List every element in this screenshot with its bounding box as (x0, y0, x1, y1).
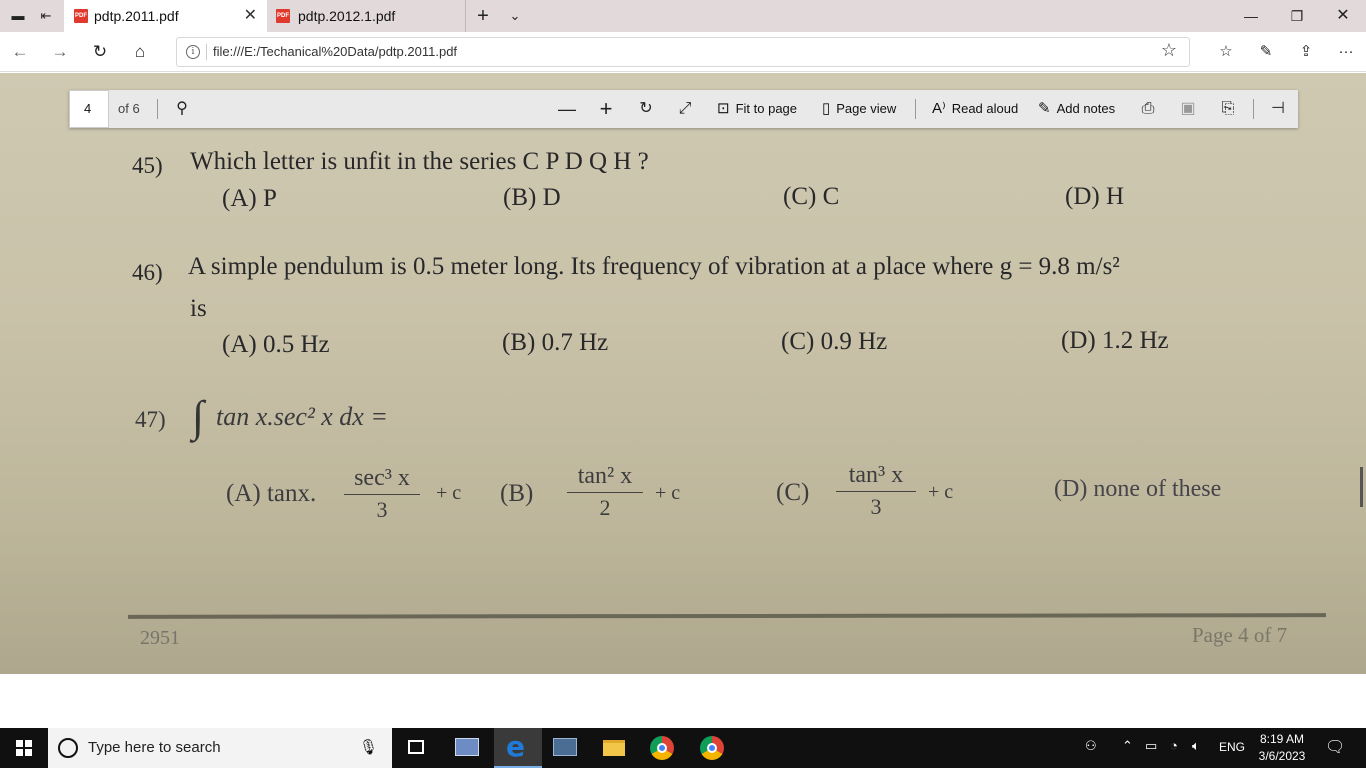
microphone-icon[interactable]: 🎙︎ (358, 739, 378, 756)
pin-toolbar-icon[interactable]: ⊣ (1271, 100, 1285, 117)
constant-term: + c (436, 482, 462, 504)
tab-pdtp-2012[interactable] (268, 0, 466, 32)
task-view-icon[interactable] (392, 728, 440, 768)
page-number-input[interactable]: 4 (69, 90, 109, 128)
numerator: tan³ x (848, 462, 904, 488)
option-d: (D) 1.2 Hz (1061, 327, 1169, 354)
people-icon[interactable]: ⚇ (1085, 738, 1097, 753)
restore-button[interactable]: ❐ (1290, 8, 1304, 24)
close-tab-icon[interactable]: ✕ (243, 7, 257, 24)
page-view-label: Page view (836, 101, 897, 116)
edge-app-icon[interactable]: e (494, 728, 542, 768)
divider (157, 99, 158, 119)
windows-logo-icon (25, 740, 32, 747)
option-a: (A) tanx. (226, 480, 317, 507)
zoom-out-icon[interactable]: — (558, 99, 576, 119)
volume-icon[interactable]: 🔈︎ (1192, 738, 1200, 753)
page-view-icon: ▯ (822, 100, 831, 117)
fit-to-page-button[interactable] (717, 90, 797, 128)
option-b: (B) (500, 480, 534, 507)
close-window-button[interactable]: ✕ (1336, 7, 1350, 24)
option-a: (A) P (222, 185, 277, 212)
chevron-down-icon[interactable]: ⌄ (509, 8, 521, 23)
language-indicator[interactable]: ENG (1219, 740, 1246, 754)
denominator: 3 (870, 494, 882, 519)
photos-app-icon[interactable] (541, 728, 589, 768)
clock[interactable] (1252, 731, 1312, 765)
add-notes-label: Add notes (1056, 101, 1116, 116)
chrome-icon[interactable] (638, 728, 686, 768)
info-icon[interactable]: i (186, 45, 200, 59)
option-a: (A) 0.5 Hz (222, 331, 330, 358)
read-aloud-icon: A⁾ (932, 100, 946, 117)
option-c: (C) 0.9 Hz (781, 328, 888, 355)
chrome-profile-icon[interactable] (688, 728, 736, 768)
battery-icon[interactable]: ▭ (1145, 738, 1158, 753)
print-icon[interactable]: ⎙ (1141, 100, 1155, 117)
url-text[interactable]: file:///E:/Techanical%20Data/pdtp.2011.pdf (213, 44, 458, 59)
taskbar (0, 728, 1366, 768)
tab-actions-icon[interactable]: ▬ (11, 8, 25, 23)
option-c: (C) (776, 479, 810, 506)
web-note-icon[interactable]: ✎ (1259, 43, 1273, 60)
tab-title: pdtp.2012.1.pdf (298, 8, 396, 24)
page-code: 2951 (140, 627, 180, 649)
option-c: (C) C (783, 183, 840, 210)
option-b: (B) D (503, 184, 561, 211)
zoom-in-icon[interactable]: + (599, 96, 613, 121)
numerator: sec³ x (354, 465, 410, 491)
fraction-bar (344, 494, 420, 495)
more-menu-icon[interactable]: ··· (1338, 43, 1354, 60)
wifi-icon[interactable]: ◔ (1170, 738, 1178, 753)
add-notes-button[interactable] (1038, 90, 1115, 128)
divider (915, 99, 916, 119)
fraction-bar (567, 492, 643, 493)
search-placeholder[interactable]: Type here to search (88, 739, 221, 756)
pdf-toolbar (69, 90, 1298, 128)
windows-logo-icon (25, 749, 32, 756)
refresh-icon[interactable]: ↻ (92, 42, 108, 61)
pdf-document-view[interactable] (0, 73, 1366, 674)
favorites-icon[interactable]: ☆ (1219, 43, 1233, 60)
rotate-icon[interactable]: ↻ (639, 100, 653, 117)
store-app-icon[interactable] (443, 728, 491, 768)
save-icon[interactable]: ▣ (1180, 100, 1196, 117)
cortana-icon (58, 738, 78, 758)
url-field[interactable] (176, 37, 1190, 67)
tab-title: pdtp.2011.pdf (94, 8, 179, 24)
question-text: Which letter is unfit in the series C P D Q H ? (190, 148, 649, 175)
read-aloud-label: Read aloud (951, 101, 1019, 116)
clock-date: 3/6/2023 (1258, 749, 1306, 763)
fraction-bar (836, 491, 916, 492)
constant-term: + c (655, 482, 681, 504)
windows-logo-icon (16, 740, 23, 747)
chevron-up-icon[interactable]: ⌃ (1122, 738, 1133, 753)
read-aloud-button[interactable] (932, 90, 1018, 128)
file-explorer-icon[interactable] (590, 728, 638, 768)
back-icon[interactable]: ← (11, 42, 29, 61)
integral-expression: tan x.sec² x dx = (216, 402, 388, 431)
fullscreen-icon[interactable]: ⤢ (678, 100, 692, 117)
option-a-fraction (344, 465, 420, 522)
home-icon[interactable]: ⌂ (134, 42, 146, 61)
divider (206, 44, 207, 60)
question-number: 46) (132, 260, 163, 285)
integral-sign: ∫ (192, 392, 205, 441)
option-b-fraction (567, 463, 643, 520)
denominator: 3 (376, 497, 388, 522)
option-d: (D) H (1065, 183, 1125, 210)
minimize-button[interactable]: — (1244, 8, 1258, 24)
option-d: (D) none of these (1054, 476, 1222, 502)
tab-pdtp-2011[interactable] (64, 0, 267, 32)
forward-icon[interactable]: → (51, 42, 69, 61)
pdf-icon: PDF (276, 9, 290, 23)
taskbar-search[interactable] (48, 728, 392, 768)
windows-logo-icon (16, 749, 23, 756)
footer-rule (128, 613, 1326, 619)
tab-bar (0, 0, 1366, 32)
numerator: tan² x (577, 463, 633, 489)
save-as-icon[interactable]: ⎘ (1221, 100, 1235, 117)
scrollbar-thumb[interactable] (1360, 467, 1363, 507)
question-number: 45) (132, 153, 163, 178)
question-text-continued: is (190, 295, 207, 322)
share-icon[interactable]: ⇪ (1299, 43, 1313, 60)
page-footer: Page 4 of 7 (1192, 623, 1288, 647)
question-number: 47) (135, 407, 166, 432)
option-c-fraction (836, 462, 916, 519)
page-view-button[interactable] (822, 90, 896, 128)
clock-time: 8:19 AM (1259, 732, 1305, 746)
search-icon[interactable]: ⚲ (176, 100, 188, 117)
fit-page-icon: ⊡ (717, 100, 730, 117)
pen-icon: ✎ (1038, 100, 1051, 117)
favorite-star-icon[interactable]: ☆ (1160, 40, 1177, 60)
question-text: A simple pendulum is 0.5 meter long. Its frequency of vibration at a place where g = 9.8 m/s² (188, 253, 1120, 280)
notifications-icon[interactable]: 🗨︎ (1325, 739, 1346, 756)
fit-to-page-label: Fit to page (735, 101, 798, 116)
set-tabs-aside-icon[interactable]: ⇤ (40, 8, 52, 23)
constant-term: + c (928, 481, 954, 503)
address-bar (0, 32, 1366, 72)
pdf-icon: PDF (74, 9, 88, 23)
divider (1253, 99, 1254, 119)
denominator: 2 (599, 495, 611, 520)
start-button[interactable] (0, 728, 48, 768)
page-total: of 6 (118, 101, 140, 116)
option-b: (B) 0.7 Hz (502, 329, 609, 356)
new-tab-icon[interactable]: + (477, 5, 489, 27)
